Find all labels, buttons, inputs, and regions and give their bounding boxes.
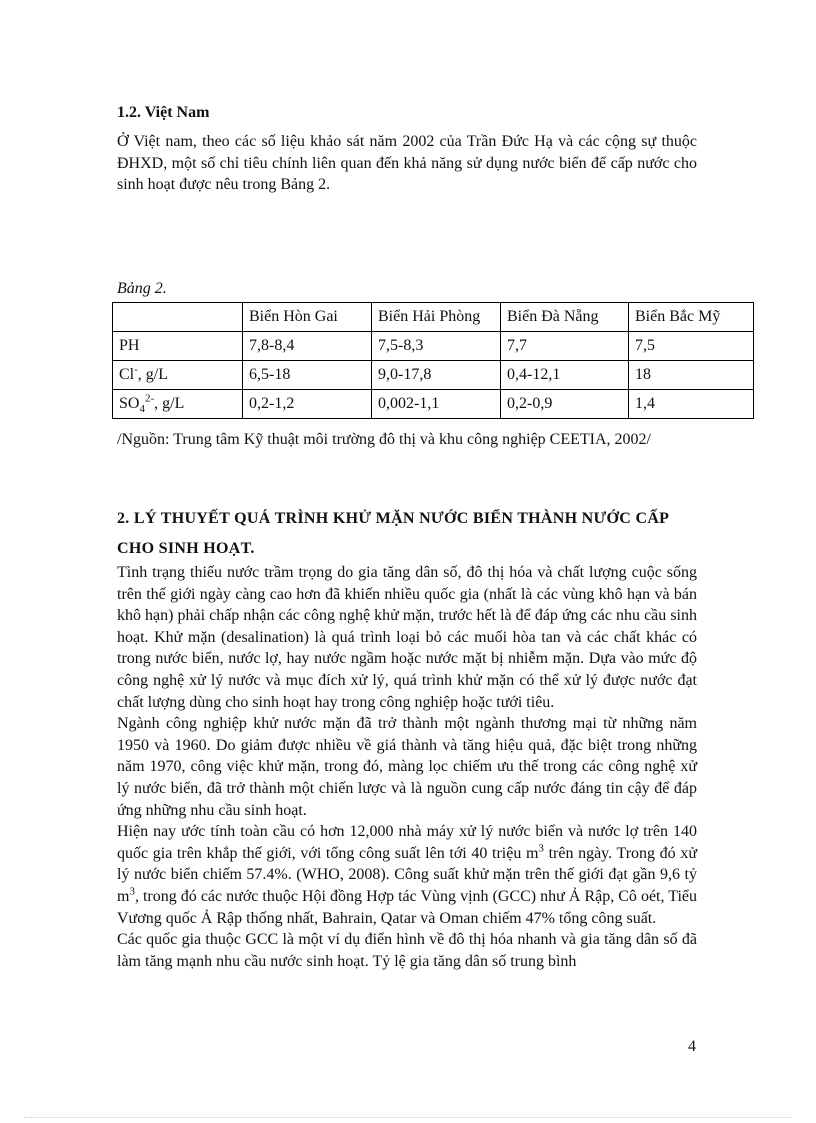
table-cell: 0,2-0,9 <box>501 390 629 419</box>
table-cell: 7,5 <box>629 332 754 361</box>
table-header-row <box>113 303 754 332</box>
table-row <box>113 361 754 390</box>
table-param-cell: $SO_4^{2-}$, g/L <box>113 390 243 419</box>
table-cell: 9,0-17,8 <box>372 361 501 390</box>
table-header-cell: Biển Hải Phòng <box>372 303 501 332</box>
table-param-cell: PH <box>113 332 243 361</box>
section-heading: 2. LÝ THUYẾT QUÁ TRÌNH KHỬ MẶN NƯỚC BIỂN THÀNH NƯỚC CẤP CHO SINH HOẠT. <box>117 510 669 557</box>
paragraph: Tình trạng thiếu nước trầm trọng do gia tăng dân số, đô thị hóa và chất lượng cuộc sống trên thế giới ngày càng cao hơn đã khiến nhiều quốc gia (nhất là các vùng khô hạn và bán khô hạn) phải chấp nhận các công nghệ khử mặn, trước hết là để đáp ứng các nhu cầu sinh hoạt. Khử mặn (desalination) là quá trình loại bỏ các muối hòa tan và các chất khác có trong nước biển, nước lợ, hay nước ngầm hoặc nước mặt bị nhiễm mặn. Dựa vào mức độ công nghệ xử lý nước và mục đích xử lý, quá trình khử mặn có thể xử lý được nước đạt chất lượng dùng cho sinh hoạt hay trong công nghiệp hoặc tưới tiêu. <box>117 564 697 711</box>
water-quality-table <box>112 302 754 419</box>
table-cell: 0,4-12,1 <box>501 361 629 390</box>
table-caption: Bảng 2. <box>117 280 167 297</box>
paragraph: Hiện nay ước tính toàn cầu có hơn 12,000 nhà máy xử lý nước biển và nước lợ trên 140 quốc gia trên khắp thế giới, với tổng công suất lên tới 40 triệu $m^3$ trên ngày. Trong đó xử lý nước biển chiếm 57.4%. (WHO, 2008). Công suất khử mặn trên thế giới đạt gần 9,6 tỷ $m^3$, trong đó các nước thuộc Hội đồng Hợp tác Vùng vịnh (GCC) như Ả Rập, Cô oét, Tiểu Vương quốc Ả Rập thống nhất, Bahrain, Qatar và Oman chiếm 47% tổng công suất. <box>117 823 697 927</box>
table-param-cell: Cl-, g/L <box>113 361 243 390</box>
table-cell: 7,7 <box>501 332 629 361</box>
table-header-cell <box>113 303 243 332</box>
table-header-cell: Biển Bắc Mỹ <box>629 303 754 332</box>
table-source-note: /Nguồn: Trung tâm Kỹ thuật môi trường đô thị và khu công nghiệp CEETIA, 2002/ <box>117 431 651 448</box>
table-cell: 18 <box>629 361 754 390</box>
table-row <box>113 390 754 419</box>
table-cell: 1,4 <box>629 390 754 419</box>
table-header-cell: Biển Đà Nẵng <box>501 303 629 332</box>
paragraph: Các quốc gia thuộc GCC là một ví dụ điển hình về đô thị hóa nhanh và gia tăng dân số đã làm tăng mạnh nhu cầu nước sinh hoạt. Tỷ lệ gia tăng dân số trung bình <box>117 931 697 970</box>
section-heading: 1.2. Việt Nam <box>117 104 210 121</box>
paragraph: Ngành công nghiệp khử nước mặn đã trở thành một ngành thương mại từ những năm 1950 và 1960. Do giảm được nhiều về giá thành và tăng hiệu quả, đặc biệt trong những năm 1970, công việc khử mặn, trong đó, màng lọc chiếm ưu thế trong các công nghệ xử lý nước biển, đã trở thành một chiến lược và là nguồn cung cấp nước đáng tin cậy để đáp ứng những nhu cầu sinh hoạt. <box>117 715 697 819</box>
table-row <box>113 332 754 361</box>
table-cell: 7,8-8,4 <box>243 332 372 361</box>
table-cell: 6,5-18 <box>243 361 372 390</box>
page-number: 4 <box>688 1038 696 1055</box>
table-cell: 0,2-1,2 <box>243 390 372 419</box>
table-header-cell: Biển Hòn Gai <box>243 303 372 332</box>
page-bottom-rule <box>24 1117 792 1118</box>
table-cell: 7,5-8,3 <box>372 332 501 361</box>
intro-paragraph: Ở Việt nam, theo các số liệu khảo sát năm 2002 của Trần Đức Hạ và các cộng sự thuộc ĐHXD, một số chỉ tiêu chính liên quan đến khả năng sử dụng nước biển để cấp nước cho sinh hoạt được nêu trong Bảng 2. <box>117 133 697 193</box>
table-cell: 0,002-1,1 <box>372 390 501 419</box>
body-text <box>117 562 697 972</box>
